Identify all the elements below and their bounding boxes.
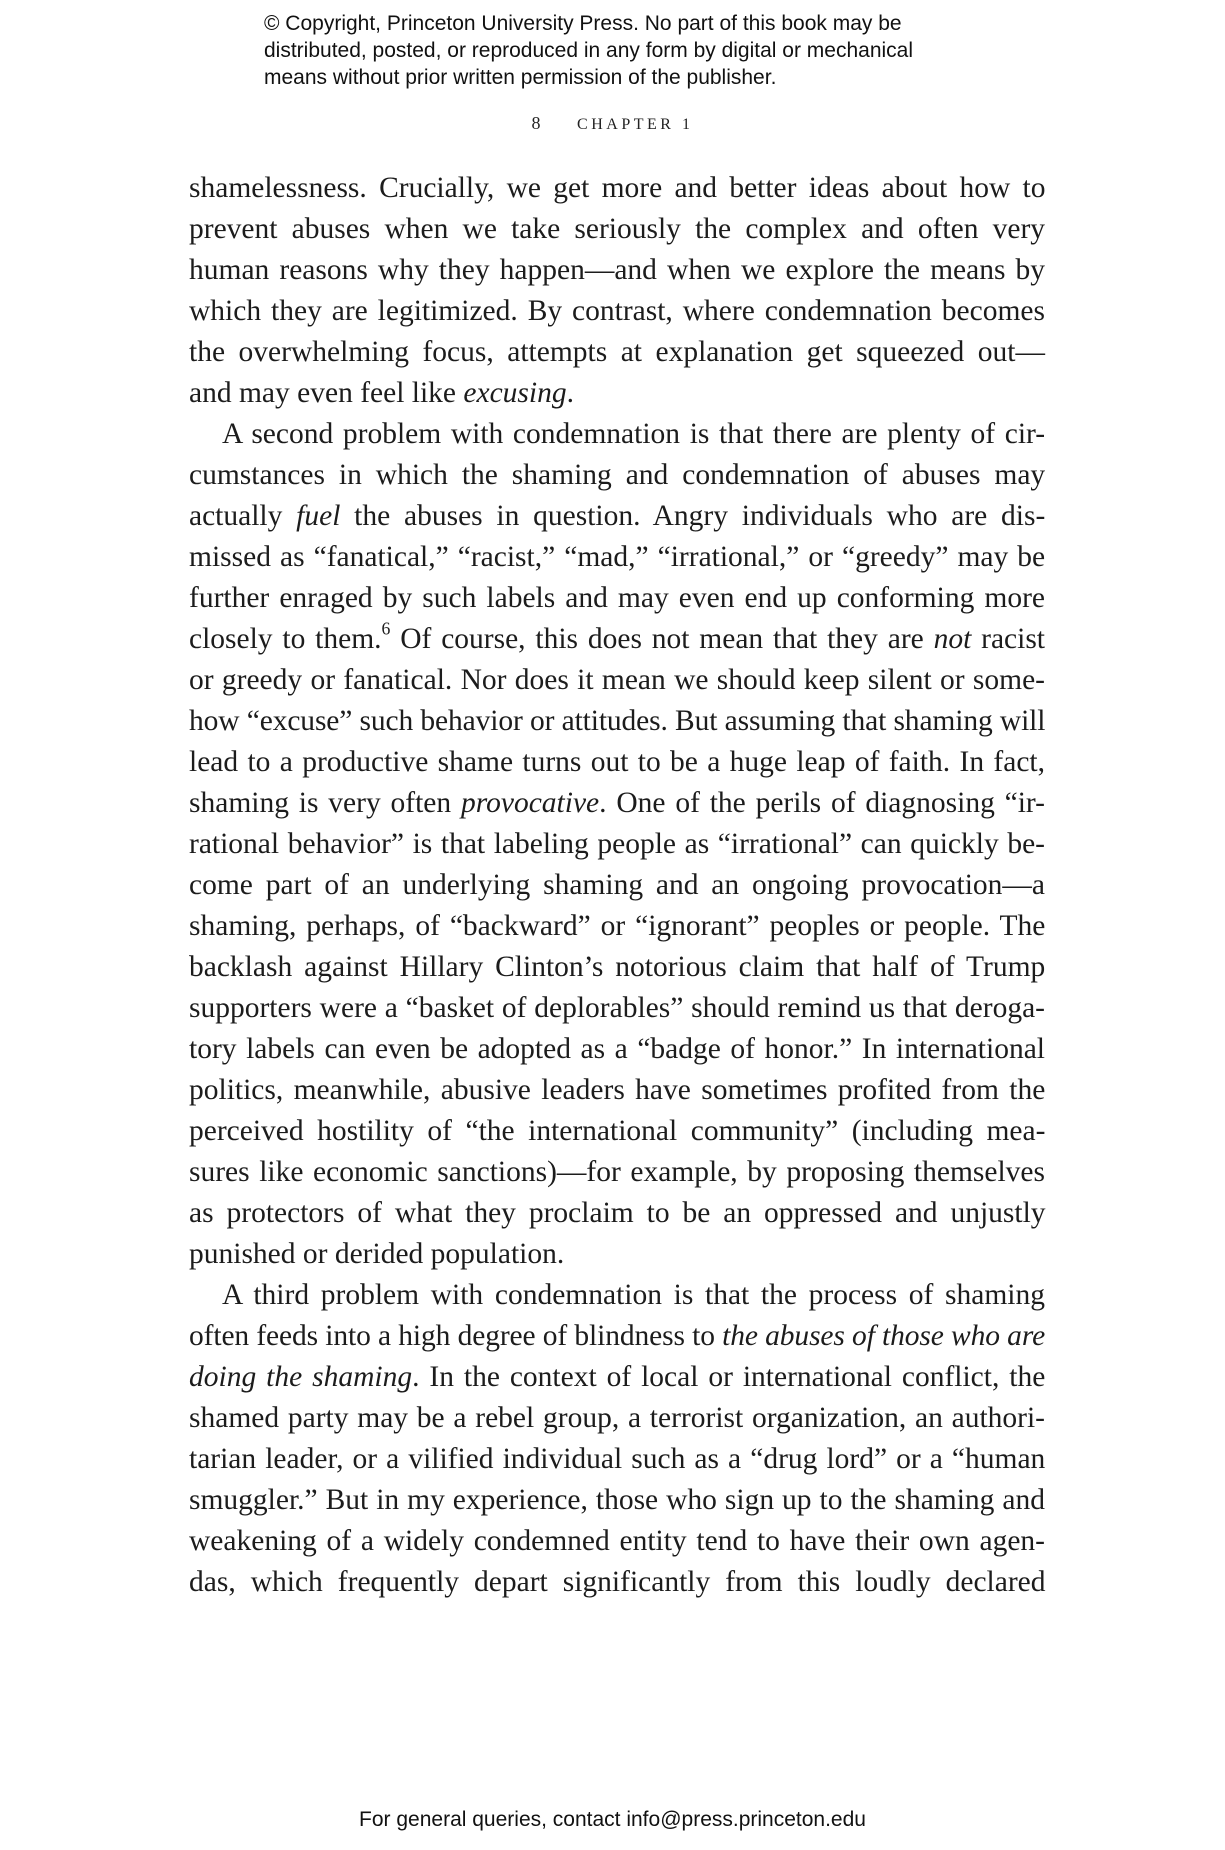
text-segment: missed as “fanatical,” “racist,” “mad,” “irrational,” or “greedy” may be: [189, 541, 1046, 573]
text-segment: shamelessness. Crucially, we get more and better ideas about how to: [189, 172, 1046, 204]
text-segment: supporters were a “basket of deplorables” should remind us that deroga-: [189, 992, 1045, 1024]
text-segment: racist: [971, 623, 1046, 655]
paragraph: [189, 1275, 1045, 1603]
emphasis-text: the abuses of those who are: [722, 1320, 1046, 1352]
text-line: [189, 1234, 1045, 1275]
text-line: [189, 168, 1045, 209]
text-line: [189, 455, 1045, 496]
text-line: [189, 496, 1045, 537]
text-line: [189, 947, 1045, 988]
text-line: [189, 742, 1045, 783]
text-segment: .: [566, 377, 574, 409]
running-head: [0, 113, 1225, 134]
text-segment: backlash against Hillary Clinton’s notorious claim that half of Trump: [189, 951, 1046, 983]
emphasis-text: doing the shaming: [189, 1361, 413, 1393]
text-line: [189, 537, 1045, 578]
text-line: [189, 988, 1045, 1029]
body-text: [189, 168, 1045, 1603]
copyright-line: distributed, posted, or reproduced in any form by digital or mechanical: [264, 39, 914, 62]
text-line: [189, 209, 1045, 250]
text-line: [189, 332, 1045, 373]
paragraph: [189, 414, 1045, 1275]
text-line: [189, 865, 1045, 906]
text-line: [189, 824, 1045, 865]
emphasis-text: excusing: [463, 377, 567, 409]
text-line: [189, 1439, 1045, 1480]
text-line: [189, 1480, 1045, 1521]
text-line: [189, 701, 1045, 742]
text-segment: punished or derided population.: [189, 1238, 565, 1270]
text-segment: A third problem with condemnation is that the process of shaming: [222, 1279, 1045, 1311]
text-line: [189, 1070, 1045, 1111]
text-segment: sures like economic sanctions)—for example, by proposing themselves: [189, 1156, 1045, 1188]
text-segment: shaming, perhaps, of “backward” or “ignorant” peoples or people. The: [189, 910, 1046, 942]
text-line: [189, 619, 1045, 660]
text-segment: smuggler.” But in my experience, those who sign up to the shaming and: [189, 1484, 1045, 1516]
text-segment: lead to a productive shame turns out to be a huge leap of faith. In fact,: [189, 746, 1045, 778]
text-line: [189, 660, 1045, 701]
text-line: [189, 291, 1045, 332]
text-line: [189, 578, 1045, 619]
text-line: [189, 1357, 1045, 1398]
text-segment: human reasons why they happen—and when we explore the means by: [189, 254, 1046, 286]
copyright-line: means without prior written permission of the publisher.: [264, 66, 777, 89]
text-segment: often feeds into a high degree of blindness to: [189, 1320, 723, 1352]
text-segment: A second problem with condemnation is that there are plenty of cir-: [222, 418, 1046, 450]
text-line: [189, 1275, 1045, 1316]
copyright-notice: [264, 10, 1024, 91]
paragraph: [189, 168, 1045, 414]
text-segment: and may even feel like: [189, 377, 464, 409]
text-line: [189, 1111, 1045, 1152]
text-line: [189, 250, 1045, 291]
page-number: 8: [531, 113, 544, 133]
footer-contact: For general queries, contact info@press.princeton.edu: [359, 1808, 866, 1831]
text-segment: Of course, this does not mean that they are: [390, 623, 934, 655]
emphasis-text: not: [933, 623, 972, 655]
text-segment: das, which frequently depart significantly from this loudly declared: [189, 1566, 1046, 1598]
text-segment: . One of the perils of diagnosing “ir-: [599, 787, 1045, 819]
text-segment: which they are legitimized. By contrast, where condemnation becomes: [189, 295, 1045, 327]
text-line: [189, 1193, 1045, 1234]
text-line: [189, 414, 1045, 455]
text-line: [189, 373, 1045, 414]
text-segment: rational behavior” is that labeling people as “irrational” can quickly be-: [189, 828, 1045, 860]
text-segment: come part of an underlying shaming and an ongoing provocation—a: [189, 869, 1045, 901]
text-line: [189, 783, 1045, 824]
chapter-label: CHAPTER 1: [577, 116, 694, 133]
text-segment: closely to them.: [189, 623, 382, 655]
text-line: [189, 1398, 1045, 1439]
text-line: [189, 1562, 1045, 1603]
text-segment: the abuses in question. Angry individuals who are dis-: [340, 500, 1046, 532]
text-segment: or greedy or fanatical. Nor does it mean we should keep silent or some-: [189, 664, 1045, 696]
text-segment: how “excuse” such behavior or attitudes. But assuming that shaming will: [189, 705, 1046, 737]
text-segment: prevent abuses when we take seriously the complex and often very: [189, 213, 1046, 245]
text-line: [189, 1521, 1045, 1562]
text-segment: shaming is very often: [189, 787, 461, 819]
text-segment: . In the context of local or international conflict, the: [412, 1361, 1046, 1393]
footnote-marker: 6: [381, 618, 391, 639]
text-segment: politics, meanwhile, abusive leaders have sometimes profited from the: [189, 1074, 1046, 1106]
text-segment: actually: [189, 500, 297, 532]
text-segment: as protectors of what they proclaim to be an oppressed and unjustly: [189, 1197, 1046, 1229]
text-line: [189, 1152, 1045, 1193]
text-segment: tarian leader, or a vilified individual such as a “drug lord” or a “human: [189, 1443, 1046, 1475]
text-segment: the overwhelming focus, attempts at explanation get squeezed out—: [189, 336, 1045, 368]
text-line: [189, 1029, 1045, 1070]
text-segment: further enraged by such labels and may even end up conforming more: [189, 582, 1045, 614]
emphasis-text: fuel: [296, 500, 341, 532]
emphasis-text: provocative: [460, 787, 600, 819]
text-line: [189, 1316, 1045, 1357]
text-line: [189, 906, 1045, 947]
text-segment: shamed party may be a rebel group, a terrorist organization, an authori-: [189, 1402, 1045, 1434]
text-segment: tory labels can even be adopted as a “badge of honor.” In international: [189, 1033, 1045, 1065]
copyright-line: © Copyright, Princeton University Press. No part of this book may be: [264, 12, 902, 35]
text-segment: cumstances in which the shaming and condemnation of abuses may: [189, 459, 1046, 491]
text-segment: perceived hostility of “the international community” (including mea-: [189, 1115, 1046, 1147]
text-segment: weakening of a widely condemned entity tend to have their own agen-: [189, 1525, 1045, 1557]
